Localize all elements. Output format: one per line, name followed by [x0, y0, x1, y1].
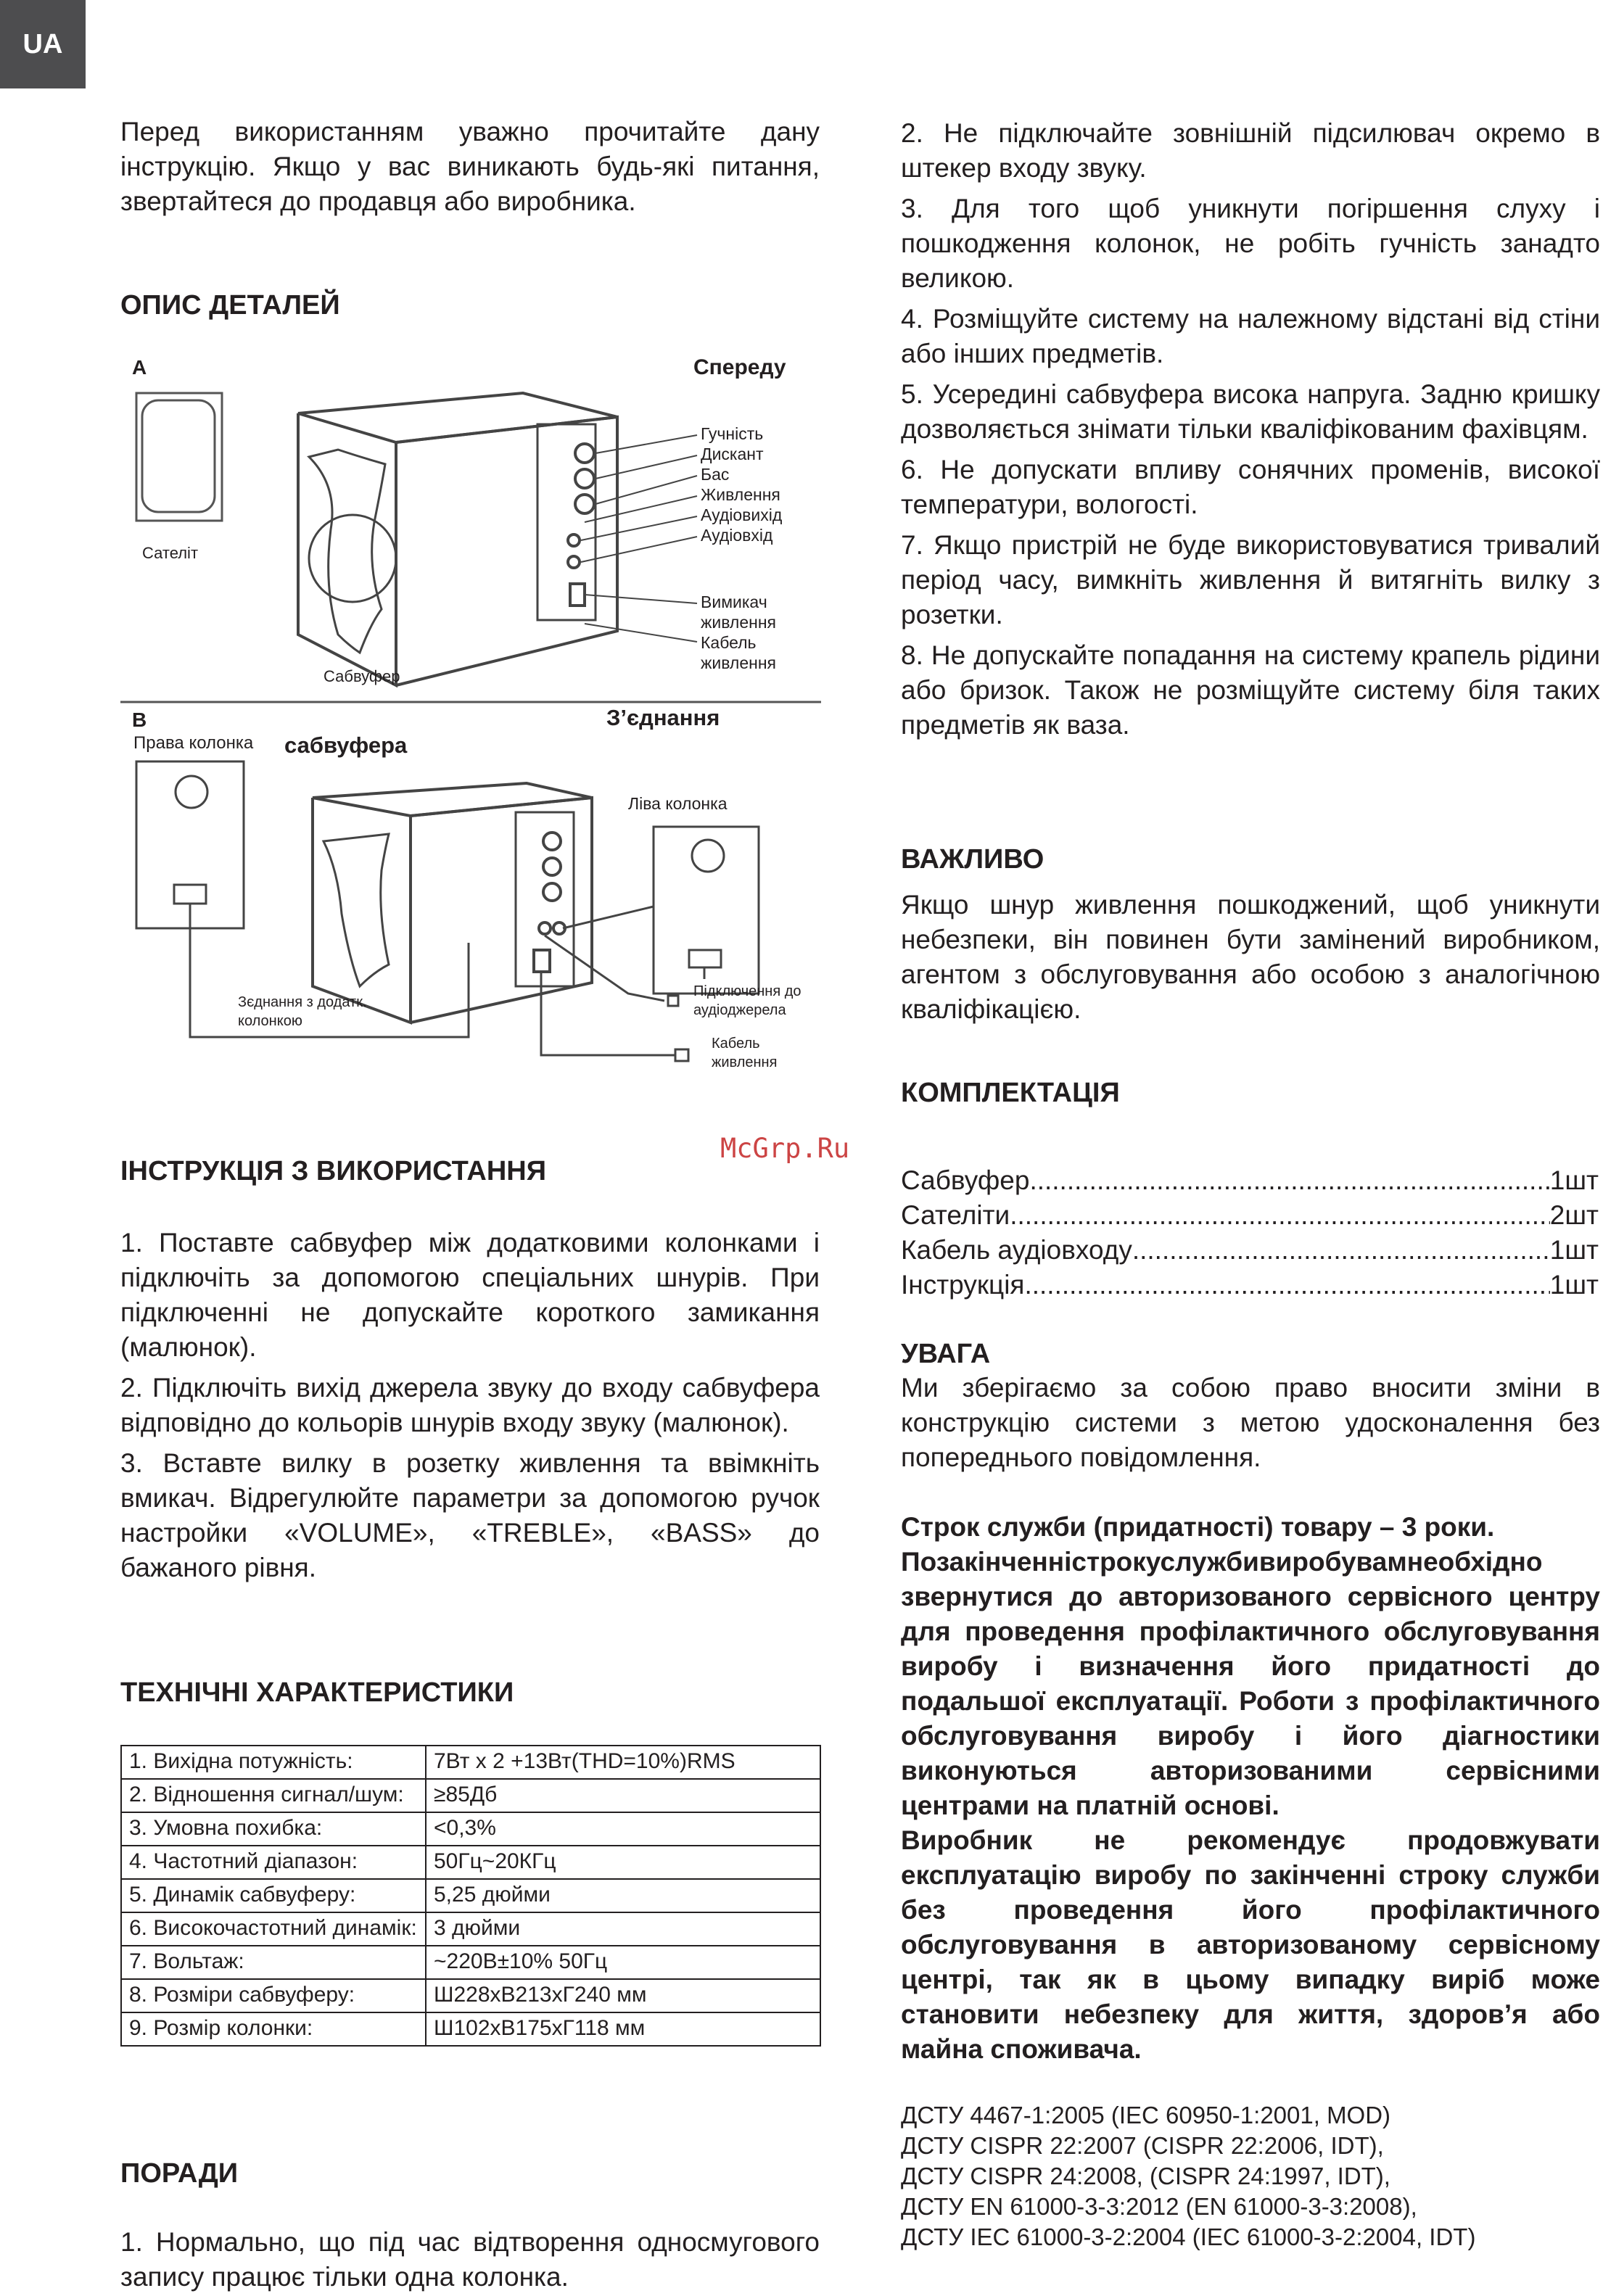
language-tab: UA [0, 0, 86, 88]
usage-item: 2. Підключіть вихід джерела звуку до входу сабвуфера відповідно до кольорів шнурів входу звуку (малюнок). [120, 1373, 820, 1437]
package-item-name: Інструкція [901, 1270, 1025, 1300]
important-heading: ВАЖЛИВО [901, 844, 1044, 875]
extra-connection-label-2: колонкою [238, 1013, 302, 1029]
usage-item: 3. Вставте вилку в розетку живлення та ввімкніть вмикач. Відрегулюйте параметри за допомогою ручок настройки «VOLUME», «TREBLE», «BASS» до бажаного рівня. [120, 1448, 820, 1582]
spec-key: 3. Умовна похибка: [121, 1812, 426, 1846]
diagram-b-letter: B [132, 709, 147, 731]
spec-value: 5,25 дюйми [426, 1879, 820, 1912]
spec-value: Ш102хВ175хГ118 мм [426, 2012, 820, 2046]
cable-label-1: Кабель [701, 633, 757, 652]
table-row [121, 1846, 820, 1879]
left-speaker-label: Ліва колонка [628, 794, 728, 813]
subwoofer-label: Сабвуфер [324, 667, 400, 685]
spec-key: 2. Відношення сигнал/шум: [121, 1779, 426, 1812]
control-treble: Дискант [701, 445, 764, 463]
spec-key: 1. Вихідна потужність: [121, 1746, 426, 1779]
warning-item: 8. Не допускайте попадання на систему крапель рідини або бризок. Також не розміщуйте систему біля таких предметів як ваза. [901, 640, 1600, 740]
usage-heading: ІНСТРУКЦІЯ З ВИКОРИСТАННЯ [120, 1156, 547, 1186]
tips-heading: ПОРАДИ [120, 2158, 239, 2189]
control-bass: Бас [701, 465, 730, 484]
list-item [901, 1233, 1599, 1268]
table-row [121, 1979, 820, 2012]
spec-value: ≥85Дб [426, 1779, 820, 1812]
power-cable-label-2: живлення [712, 1054, 778, 1070]
package-heading: КОМПЛЕКТАЦІЯ [901, 1078, 1120, 1108]
specs-table [120, 1745, 821, 2047]
switch-label-1: Вимикач [701, 592, 767, 611]
spec-value: ~220В±10% 50Гц [426, 1946, 820, 1979]
package-item-qty: 1шт [1549, 1165, 1599, 1195]
warning-item: 4. Розміщуйте систему на належному відстані від стіни або інших предметів. [901, 304, 1600, 368]
standard-item: ДСТУ EN 61000-3-3:2012 (EN 61000-3-3:2008), [901, 2193, 1417, 2220]
standard-item: ДСТУ IEC 61000-3-2:2004 (IEC 61000-3-2:2004, IDT) [901, 2223, 1476, 2250]
package-item-qty: 1шт [1549, 1235, 1599, 1265]
satellite-image [136, 393, 222, 521]
control-audio-in: Аудіовхід [701, 526, 773, 545]
spec-key: 8. Розміри сабвуферу: [121, 1979, 426, 2012]
table-row [121, 1946, 820, 1979]
intro-text: Перед використанням уважно прочитайте дану інструкцію. Якщо у вас виникають будь-які питання, звертайтеся до продавця або виробника. [120, 117, 820, 216]
service-paragraph: Позакінченністрокуслужбивиробувамнеобхідно звернутися до авторизованого сервісного центру для проведення профілактичного обслуговування виробу і визначення його придатності до подальшої експлуатації. Роботи з профілактичного обслуговування виробу і його діагностики виконуються авторизованими сервісними центрами на платній основі. [901, 1547, 1600, 1820]
speaker-diagram [120, 348, 821, 1095]
standard-item: ДСТУ CISPR 22:2007 (CISPR 22:2006, IDT), [901, 2132, 1384, 2159]
satellite-label: Сателіт [142, 544, 199, 562]
audio-source-label-1: Підключення до [693, 983, 802, 999]
extra-connection-label-1: Зєднання з додатк. [238, 994, 367, 1010]
spec-key: 7. Вольтаж: [121, 1946, 426, 1979]
warning-item: 5. Усередині сабвуфера висока напруга. Задню кришку дозволяється знімати тільки кваліфікованим фахівцям. [901, 379, 1600, 444]
spec-value: 50Гц~20КГц [426, 1846, 820, 1879]
switch-label-2: живлення [701, 613, 776, 632]
attention-text: Ми зберігаємо за собою право вносити зміни в конструкцію системи з метою удосконалення без попереднього повідомлення. [901, 1373, 1600, 1472]
subwoofer-title: сабвуфера [284, 732, 408, 758]
package-item-qty: 2шт [1549, 1200, 1599, 1230]
service-paragraph: Виробник не рекомендує продовжувати експлуатацію виробу по закінченні строку служби без проведення його профілактичного обслуговування в авторизованому сервісному центрі, так як в цьому випадку виріб може становити небезпеку для життя, здоров’я або майна споживача. [901, 1825, 1600, 2064]
control-audio-out: Аудіовихід [701, 505, 783, 524]
control-volume: Гучність [701, 424, 764, 443]
spec-value: 7Вт x 2 +13Вт(THD=10%)RMS [426, 1746, 820, 1779]
spec-value: 3 дюйми [426, 1912, 820, 1946]
table-row [121, 1912, 820, 1946]
spec-value: Ш228хВ213хГ240 мм [426, 1979, 820, 2012]
table-row [121, 1879, 820, 1912]
warning-item: 7. Якщо пристрій не буде використовуватися тривалий період часу, вимкніть живлення й витягніть вилку з розетки. [901, 530, 1600, 629]
package-item-name: Кабель аудіовходу [901, 1235, 1132, 1265]
important-text: Якщо шнур живлення пошкоджений, щоб уникнути небезпеки, він повинен бути замінений виробником, агентом з обслуговування або особою з аналогічною кваліфікацією. [901, 890, 1600, 1024]
spec-key: 9. Розмір колонки: [121, 2012, 426, 2046]
control-power: Живлення [701, 485, 780, 504]
parts-heading: ОПИС ДЕТАЛЕЙ [120, 290, 340, 321]
warning-item: 2. Не підключайте зовнішній підсилювач окремо в штекер входу звуку. [901, 118, 1600, 183]
list-item [901, 1198, 1599, 1233]
package-item-qty: 1шт [1549, 1270, 1599, 1300]
specs-heading: ТЕХНІЧНІ ХАРАКТЕРИСТИКИ [120, 1677, 514, 1708]
table-row [121, 1812, 820, 1846]
cable-label-2: живлення [701, 653, 776, 672]
warnings-list [901, 116, 1600, 743]
audio-source-label-2: аудіоджерела [693, 1002, 786, 1018]
tips-item: 1. Нормально, що під час відтворення односмугового запису працює тільки одна колонка. [120, 2227, 820, 2292]
package-list [901, 1163, 1599, 1302]
standards-list [901, 2100, 1600, 2252]
spec-key: 6. Високочастотний динамік: [121, 1912, 426, 1946]
connection-title: З’єднання [606, 705, 720, 730]
standard-item: ДСТУ 4467-1:2005 (IEC 60950-1:2001, MOD) [901, 2102, 1391, 2128]
front-title: Спереду [693, 355, 786, 379]
table-row [121, 1746, 820, 1779]
standard-item: ДСТУ CISPR 24:2008, (CISPR 24:1997, IDT), [901, 2163, 1390, 2189]
right-speaker-label: Права колонка [133, 733, 254, 753]
table-row [121, 1779, 820, 1812]
usage-item: 1. Поставте сабвуфер між додатковими колонками і підключіть за допомогою спеціальних шнурів. При підключенні не допускайте короткого замикання (малюнок). [120, 1228, 820, 1362]
warning-item: 6. Не допускати впливу сонячних променів, високої температури, вологості. [901, 455, 1600, 519]
spec-key: 5. Динамік сабвуферу: [121, 1879, 426, 1912]
power-cable-label-1: Кабель [712, 1036, 760, 1052]
diagram-a-letter: A [132, 356, 147, 379]
service-title: Строк служби (придатності) товару – 3 роки. [901, 1512, 1495, 1542]
subwoofer-front-image [298, 393, 617, 685]
attention-heading: УВАГА [901, 1339, 991, 1369]
left-speaker-image [654, 827, 759, 994]
spec-key: 4. Частотний діапазон: [121, 1846, 426, 1879]
watermark: McGrp.Ru [720, 1133, 850, 1164]
package-item-name: Сателіти [901, 1200, 1010, 1230]
list-item [901, 1163, 1599, 1198]
table-row [121, 2012, 820, 2046]
service-block [901, 1510, 1600, 2067]
package-item-name: Сабвуфер [901, 1165, 1030, 1195]
subwoofer-back-image [313, 783, 592, 1023]
usage-list [120, 1226, 820, 1585]
list-item [901, 1268, 1599, 1302]
warning-item: 3. Для того щоб уникнути погіршення слуху і пошкодження колонок, не робіть гучність занадто великою. [901, 194, 1600, 293]
spec-value: <0,3% [426, 1812, 820, 1846]
